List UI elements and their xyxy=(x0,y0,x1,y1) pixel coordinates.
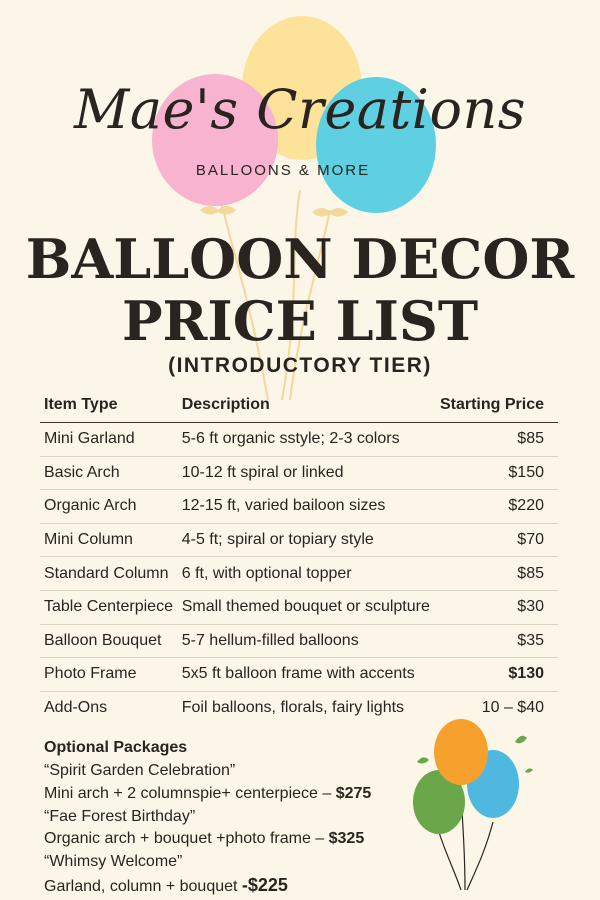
table-row xyxy=(40,523,558,557)
package-price: $325 xyxy=(328,830,365,848)
price-cell: $150 xyxy=(435,456,558,490)
packages-heading: Optional Packages xyxy=(44,739,188,756)
header-item-type: Item Type xyxy=(40,388,178,423)
table-row xyxy=(40,590,558,624)
brand-logo-text: Mae's Creations xyxy=(74,78,526,141)
page-subtitle: (INTRODUCTORY TIER) xyxy=(168,354,432,377)
leaf-icon xyxy=(515,736,527,744)
price-cell: $35 xyxy=(435,624,558,658)
brand-tagline: BALLOONS & MORE xyxy=(195,162,371,179)
price-cell: $220 xyxy=(435,490,558,524)
description-cell: 4-5 ft; spiral or topiary style xyxy=(178,523,436,557)
item-type-cell: Mini Column xyxy=(40,523,178,557)
description-cell: Foil balloons, florals, fairy lights xyxy=(181,699,405,717)
package-detail xyxy=(44,874,444,897)
item-type-cell: Standard Column xyxy=(40,557,178,591)
table-row xyxy=(40,557,558,591)
item-type-cell: Photo Frame xyxy=(40,658,178,692)
price-cell: $85 xyxy=(435,423,558,457)
package-price: $275 xyxy=(335,784,372,802)
table-row xyxy=(40,624,558,658)
description-cell: 6 ft, with optional topper xyxy=(178,557,436,591)
item-type-cell: Add-Ons xyxy=(44,699,108,717)
package-name: “Spirit Garden Celebration” xyxy=(44,762,236,779)
description-cell: 5-7 hellum-filled balloons xyxy=(178,624,436,658)
item-type-cell: Basic Arch xyxy=(40,456,178,490)
pink-balloon-ribbon xyxy=(200,206,236,215)
description-cell: 5-6 ft organic sstyle; 2-3 colors xyxy=(178,423,436,457)
optional-packages-section xyxy=(44,736,444,897)
table-row xyxy=(40,456,558,490)
header-description: Description xyxy=(178,388,436,423)
package-detail xyxy=(44,828,444,851)
price-cell: $70 xyxy=(435,523,558,557)
blue-balloon-ribbon xyxy=(312,208,348,217)
package-detail xyxy=(44,783,444,806)
price-cell: $130 xyxy=(435,658,558,692)
package-price: -$225 xyxy=(241,874,288,895)
table-row xyxy=(40,423,558,457)
table-header-row xyxy=(40,388,558,423)
description-cell: 12-15 ft, varied bailoon sizes xyxy=(178,490,436,524)
title-line-2: PRICE LIST xyxy=(121,289,479,353)
price-cell: $30 xyxy=(435,590,558,624)
table-row xyxy=(40,490,558,524)
table-row xyxy=(40,658,558,692)
item-type-cell: Balloon Bouquet xyxy=(40,624,178,658)
orange-balloon xyxy=(434,719,488,785)
package-name: “Whimsy Welcome” xyxy=(44,853,183,871)
leaf-icon xyxy=(525,768,533,772)
description-cell: 5x5 ft balloon frame with accents xyxy=(178,658,436,692)
package-desc: Mini arch + 2 columnspie+ centerpiece – xyxy=(44,784,336,802)
item-type-cell: Organic Arch xyxy=(40,490,178,524)
price-cell: 10 – $40 xyxy=(481,699,544,717)
bottom-balloons-illustration xyxy=(405,712,545,892)
package-desc: Organic arch + bouquet +photo frame – xyxy=(44,830,329,848)
header-starting-price: Starting Price xyxy=(435,388,558,423)
description-cell: Small themed bouquet or sculpture xyxy=(178,590,436,624)
description-cell: 10-12 ft spiral or linked xyxy=(178,456,436,490)
package-name: “Fae Forest Birthday” xyxy=(44,807,196,825)
item-type-cell: Table Centerpiece xyxy=(40,590,178,624)
leaf-icon xyxy=(417,757,429,763)
title-line-1: BALLOON DECOR xyxy=(25,227,575,291)
package-desc: Garland, column + bouquet xyxy=(44,877,242,895)
price-table xyxy=(40,388,558,724)
item-type-cell: Mini Garland xyxy=(40,423,178,457)
price-cell: $85 xyxy=(435,557,558,591)
page-title xyxy=(0,228,600,352)
